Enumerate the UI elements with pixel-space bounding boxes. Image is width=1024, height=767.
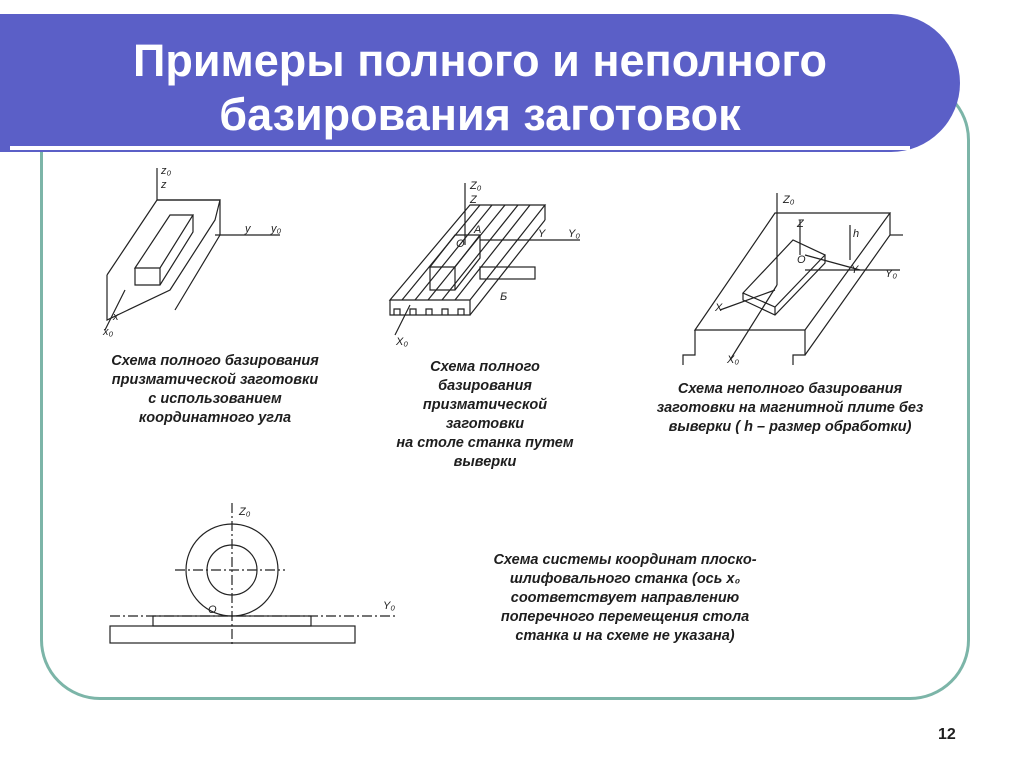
caption-figure-4: Схема системы координат плоско- шлифовального станка (ось x₀ соответствует направлению поперечного перемещения стола станка и на схеме не указана) [493, 552, 757, 644]
axis-label-y0: Y₀ [383, 600, 395, 612]
axis-label-z0: Z₀ [470, 180, 482, 192]
axis-x0 [730, 285, 777, 360]
workpiece-top [135, 215, 193, 268]
title-bar [0, 14, 960, 152]
axis-x [105, 290, 125, 330]
label-o: O [797, 254, 806, 266]
axis-label-x: X [715, 302, 723, 314]
axis-label-y: Y [538, 228, 546, 240]
t-slots [394, 309, 464, 315]
figure-grinding-wheel [105, 495, 405, 655]
axis-label-z: Z [470, 194, 477, 206]
workpiece-body [135, 215, 193, 285]
side-wall [157, 200, 220, 310]
axis-label-y0: Y₀ [885, 268, 897, 280]
axis-x [720, 290, 775, 310]
title-underline [10, 146, 910, 150]
axis-label-x0: X₀ [396, 336, 408, 348]
label-o: O [208, 604, 217, 616]
axis-label-x0: x₀ [103, 326, 114, 338]
axis-label-y: Y [851, 264, 859, 276]
figure-machine-table [380, 175, 590, 355]
label-a: A [474, 224, 482, 236]
axis-label-y0: y₀ [271, 223, 282, 235]
plate-top [695, 213, 890, 330]
caption-figure-1: Схема полного базирования призматической заготовки с использованием координатного угла [111, 353, 319, 426]
axis-label-x: x [113, 311, 119, 323]
axis-label-z0: Z₀ [783, 194, 795, 206]
axis-label-z0: Z₀ [239, 506, 251, 518]
axis-label-y: y [245, 223, 251, 235]
label-b: Б [500, 291, 508, 303]
label-o: O [456, 238, 465, 250]
axis-label-x0: X₀ [727, 354, 739, 366]
plate-front [683, 330, 695, 365]
page-number: 12 [938, 726, 956, 743]
figure-magnetic-plate [675, 185, 910, 370]
axis-label-z: z [161, 179, 167, 191]
caption-figure-2: Схема полного базирования призматической заготовки на столе станка путем выверки [396, 359, 574, 470]
caption-figure-3: Схема неполного базирования заготовки на магнитной плите без выверки ( h – размер обработки) [656, 381, 924, 435]
axis-label-h: h [853, 228, 860, 240]
workpiece-body [743, 255, 825, 315]
axis-label-z0: z₀ [161, 165, 172, 177]
axis-label-z: Z [797, 218, 804, 230]
slide-title: Примеры полного и неполного базирования заготовок [133, 35, 827, 140]
base-plate [107, 200, 220, 320]
axis-label-y0: Y₀ [568, 228, 580, 240]
figure-coordinate-corner [95, 160, 295, 340]
